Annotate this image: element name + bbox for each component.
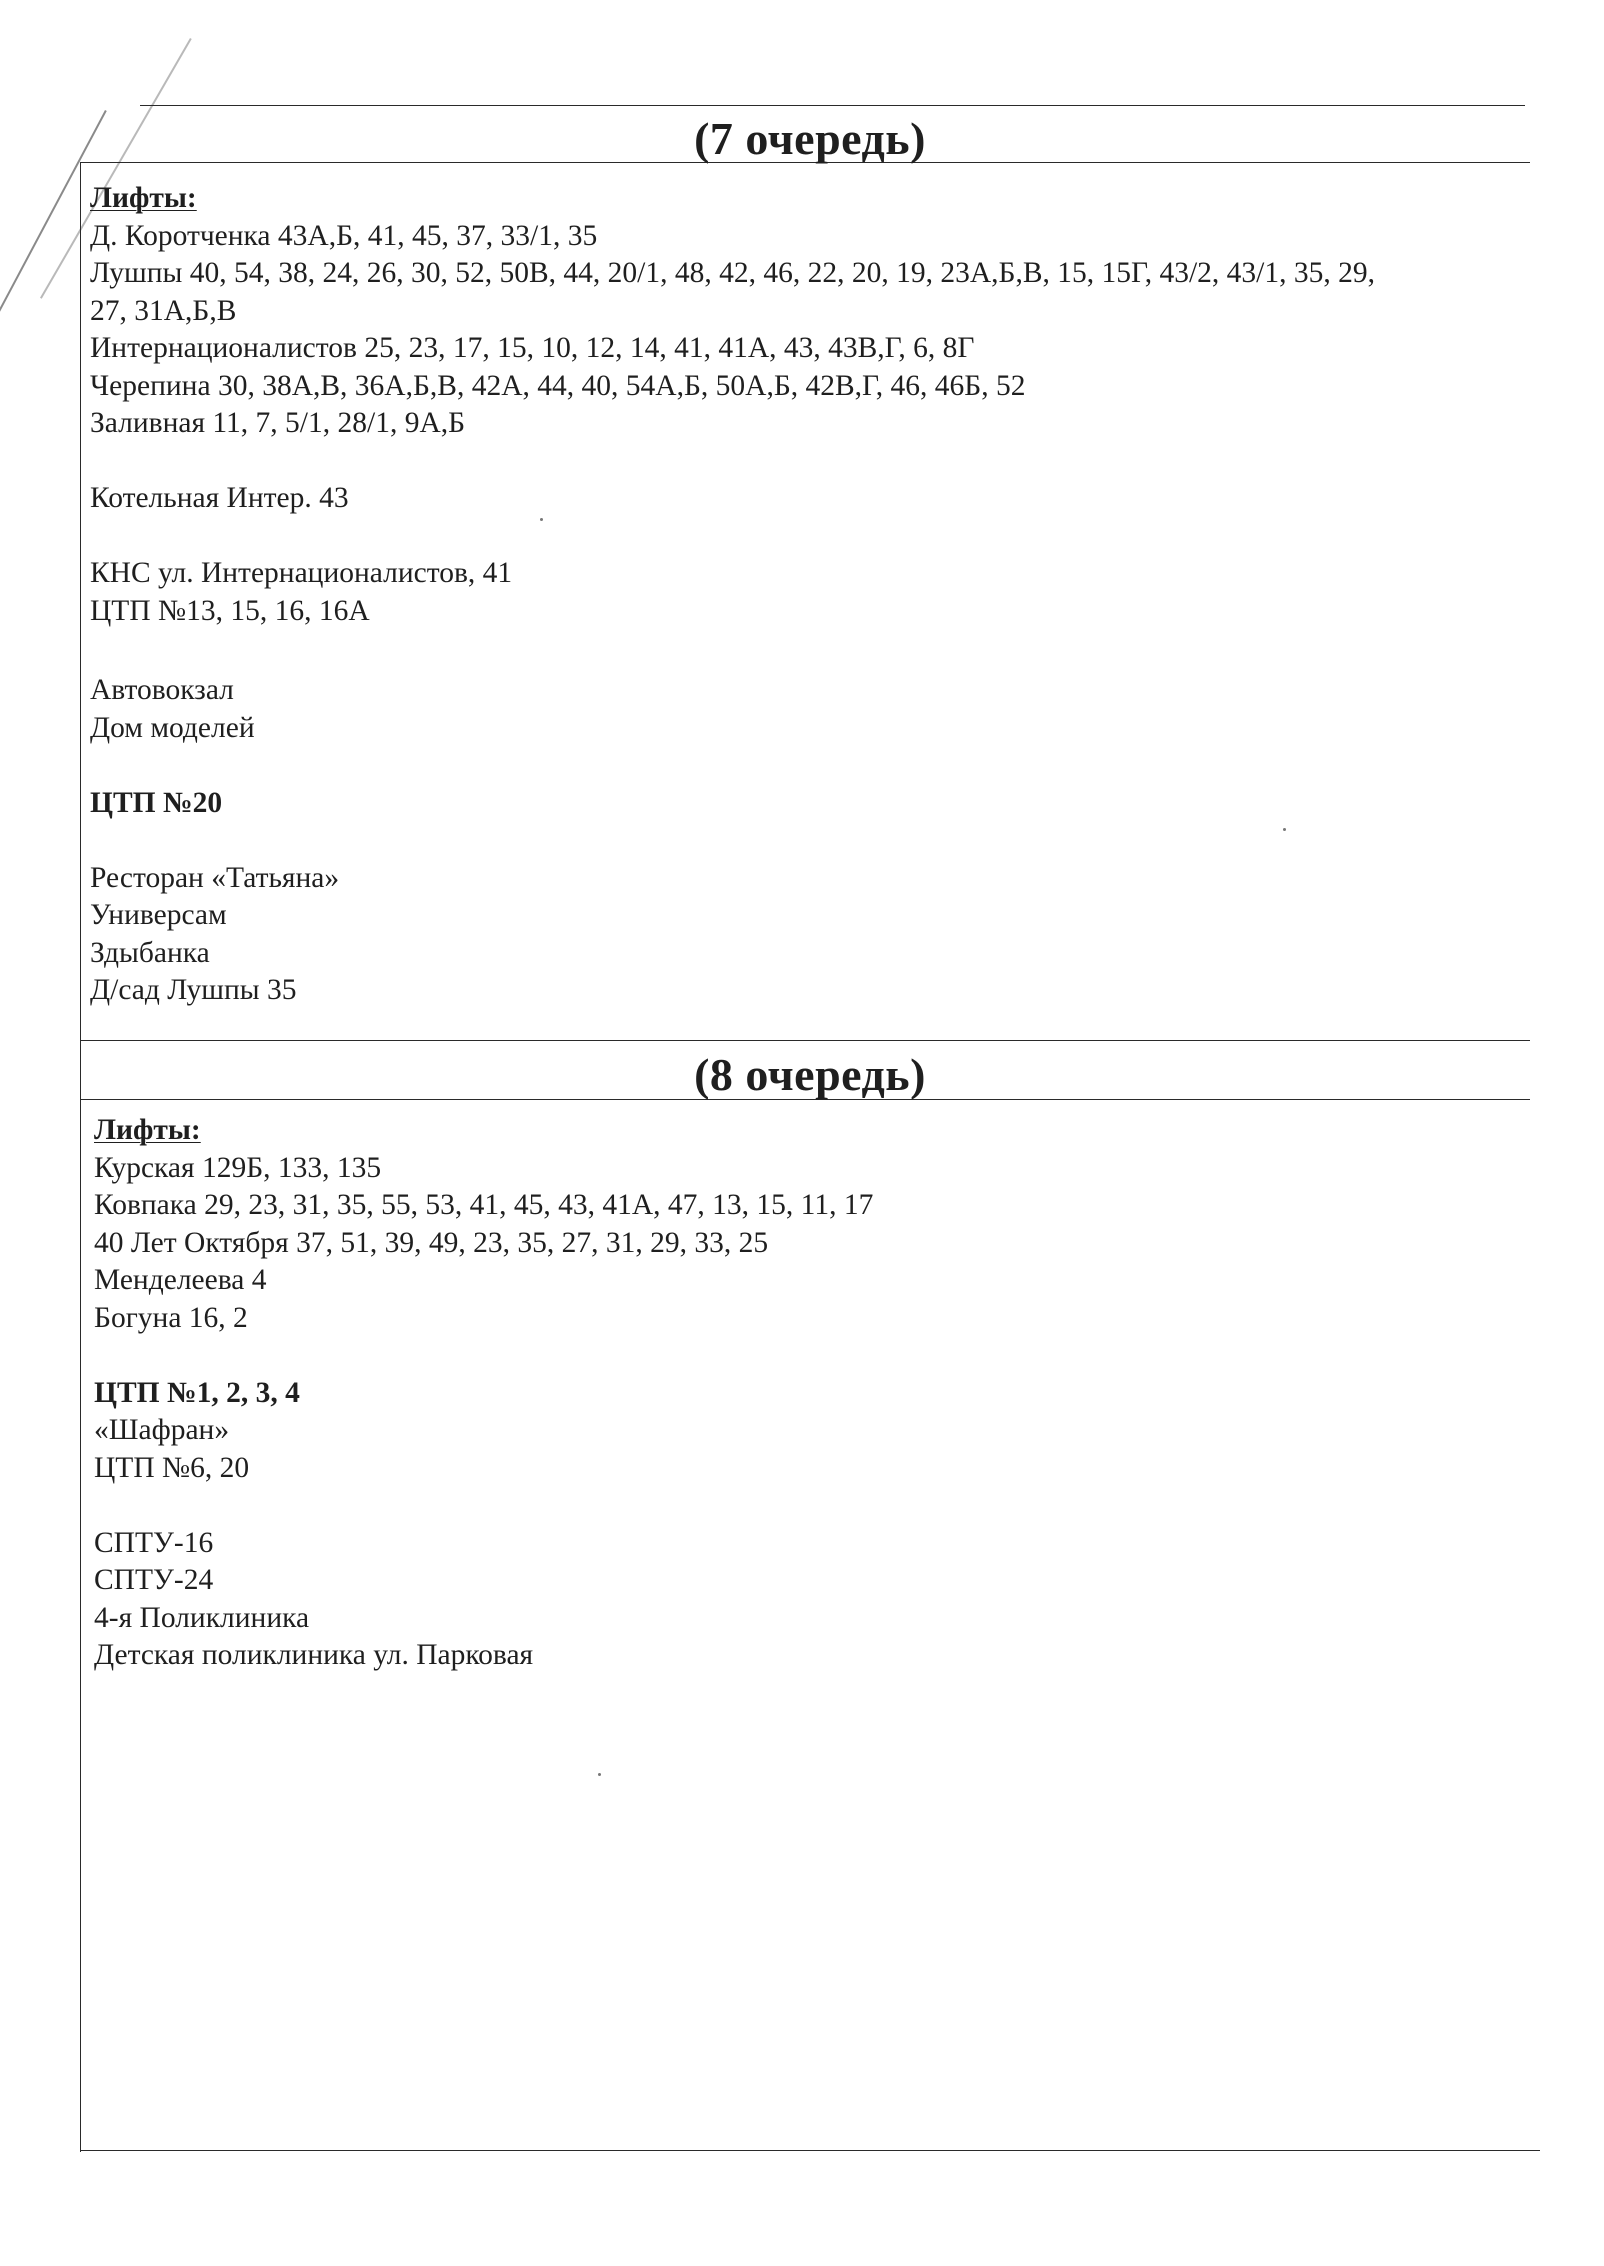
lifts-label: Лифты: [90,182,197,214]
heat-point-list: ЦТП №6, 20 [94,1451,250,1484]
boiler-house: Котельная Интер. 43 [90,482,349,514]
heat-point-list-bold: ЦТП №1, 2, 3, 4 [94,1376,300,1409]
facility-item: Здыбанка [90,936,210,969]
address-line: 27, 31А,Б,В [90,294,237,327]
frame-top-line [140,105,1525,106]
facility-item: 4-я Поликлиника [94,1601,310,1634]
facility-item: Детская поликлиника ул. Парковая [94,1639,534,1671]
heat-point-20: ЦТП №20 [90,786,223,819]
lifts-label: Лифты: [94,1114,201,1146]
facility-item: СПТУ-24 [94,1564,214,1596]
address-line: Черепина 30, 38А,В, 36А,Б,В, 42А, 44, 40, 54А,Б, 50А,Б, 42В,Г, 46, 46Б, 52 [90,369,1026,402]
address-line: Лушпы 40, 54, 38, 24, 26, 30, 52, 50В, 44, 20/1, 48, 42, 46, 22, 20, 19, 23А,Б,В, 15, 15Г, 43/2, 43/1, 35, 29, [90,257,1376,289]
section-heading-8: (8 очередь) [694,1049,926,1100]
frame-left-line [80,162,81,2152]
facility-item: Дом моделей [90,711,255,744]
facility-item: СПТУ-16 [94,1526,214,1559]
address-line: Д. Коротченка 43А,Б, 41, 45, 37, 33/1, 35 [90,219,598,252]
facility-item: Универсам [90,899,227,931]
frame-bottom-line [80,2150,1540,2151]
address-line: Интернационалистов 25, 23, 17, 15, 10, 12, 14, 41, 41А, 43, 43В,Г, 6, 8Г [90,332,975,364]
address-line: Курская 129Б, 133, 135 [94,1151,382,1184]
pump-station: КНС ул. Интернационалистов, 41 [90,557,513,589]
address-line: 40 Лет Октября 37, 51, 39, 49, 23, 35, 27, 31, 29, 33, 25 [94,1226,769,1259]
scan-speck [598,1773,601,1776]
heat-point-list: ЦТП №13, 15, 16, 16А [90,594,370,627]
section-7-body [90,180,1530,1010]
address-line: Менделеева 4 [94,1264,267,1296]
facility-item: «Шафран» [94,1414,230,1446]
facility-item: Ресторан «Татьяна» [90,861,340,894]
scan-speck [540,518,543,521]
address-line: Ковпака 29, 23, 31, 35, 55, 53, 41, 45, 43, 41А, 47, 13, 15, 11, 17 [94,1189,874,1221]
scan-speck [1283,828,1286,831]
section-heading-7: (7 очередь) [694,113,926,164]
address-line: Богуна 16, 2 [94,1301,248,1334]
facility-item: Автовокзал [90,674,234,706]
frame-divider-line [80,1040,1530,1041]
section-8-body [94,1112,1534,1675]
facility-item: Д/сад Лушпы 35 [90,974,297,1006]
address-line: Заливная 11, 7, 5/1, 28/1, 9А,Б [90,407,466,439]
